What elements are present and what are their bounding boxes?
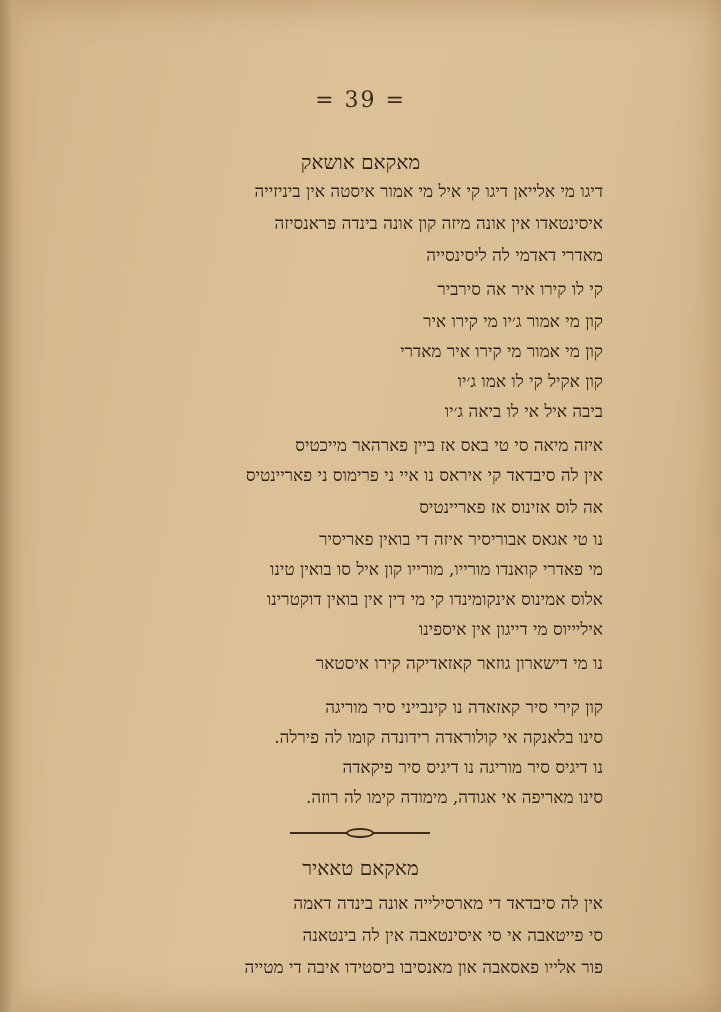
lyric-line: דיגו מי אלייאן דיגו קי איל מי אמור איסטה אין ביניזייה: [254, 182, 603, 202]
lyric-line: ביבה איל אי לו ביאה ג׳יו: [444, 402, 603, 422]
lyric-line: סי פייטאבה אי סי איסינטאבה אין לה בינטאנה: [302, 926, 603, 946]
lyric-line: נו טי אגאס אבוריסיר איזה די בואין פאריסיר: [319, 530, 603, 550]
lyric-line: איליייוס מי דייגון אין איספינו: [418, 620, 603, 640]
ornamental-divider: [290, 828, 430, 838]
lyric-line: סינו בלאנקה אי קולוראדה רידונדה קומו לה פירלה.: [274, 728, 603, 748]
lyric-line: מאדרי דאדמי לה ליסינסייה: [426, 246, 603, 266]
lyric-line: קון מי אמור מי קירו איר מאדרי: [400, 342, 603, 362]
section-heading-taair: מאקאם טאאיר: [302, 856, 419, 880]
lyric-line: מי פאדרי קואנדו מורייו, מורייו קון איל סו בואין טינו: [269, 560, 603, 580]
lyric-line: קון מי אמור ג׳יו מי קירו איר: [423, 312, 603, 332]
lyric-line: איסינטאדו אין אונה מיזה קון אונה בינדה פראנסיזה: [274, 214, 603, 234]
lyric-line: קון אקיל קי לו אמו ג׳יו: [457, 372, 603, 392]
lyric-line: קון קירי סיר קאזאדה נו קינבייני סיר מוריגה: [325, 698, 603, 718]
lyric-line: נו מי דישארון גוזאר קאזאדיקה קירו איסטאר: [315, 654, 603, 674]
divider-ornament: [346, 828, 374, 838]
page-number: = 39 =: [315, 88, 406, 113]
lyric-line: נו דיגיס סיר מוריגה נו דיגיס סיר פיקאדה: [342, 758, 603, 778]
lyric-line: אין לה סיבדאד קי איראס נו איי ני פרימוס ני פאריינטיס: [245, 466, 603, 486]
section-heading-oushak: מאקאם אושאק: [300, 150, 421, 174]
lyric-line: אין לה סיבדאד די מארסילייה אונה בינדה דאמה: [293, 894, 603, 914]
lyric-line: סינו מאריפה אי אגודה, מימודה קימו לה רוזה.: [305, 788, 603, 808]
lyric-line: אלוס אמינוס אינקומינדו קי מי דין אין בואין דוקטרינו: [266, 590, 603, 610]
lyric-line: פור אלייו פאסאבה און מאנסיבו ביסטידו איבה די מטייה: [244, 958, 603, 978]
lyric-line: קי לו קירו איר אה סירביר: [437, 280, 603, 300]
lyric-line: אה לוס אזינוס אז פאריינטיס: [419, 498, 603, 518]
lyric-line: איזה מיאה סי טי באס אז ביין פארהאר מייכטיס: [295, 436, 603, 456]
